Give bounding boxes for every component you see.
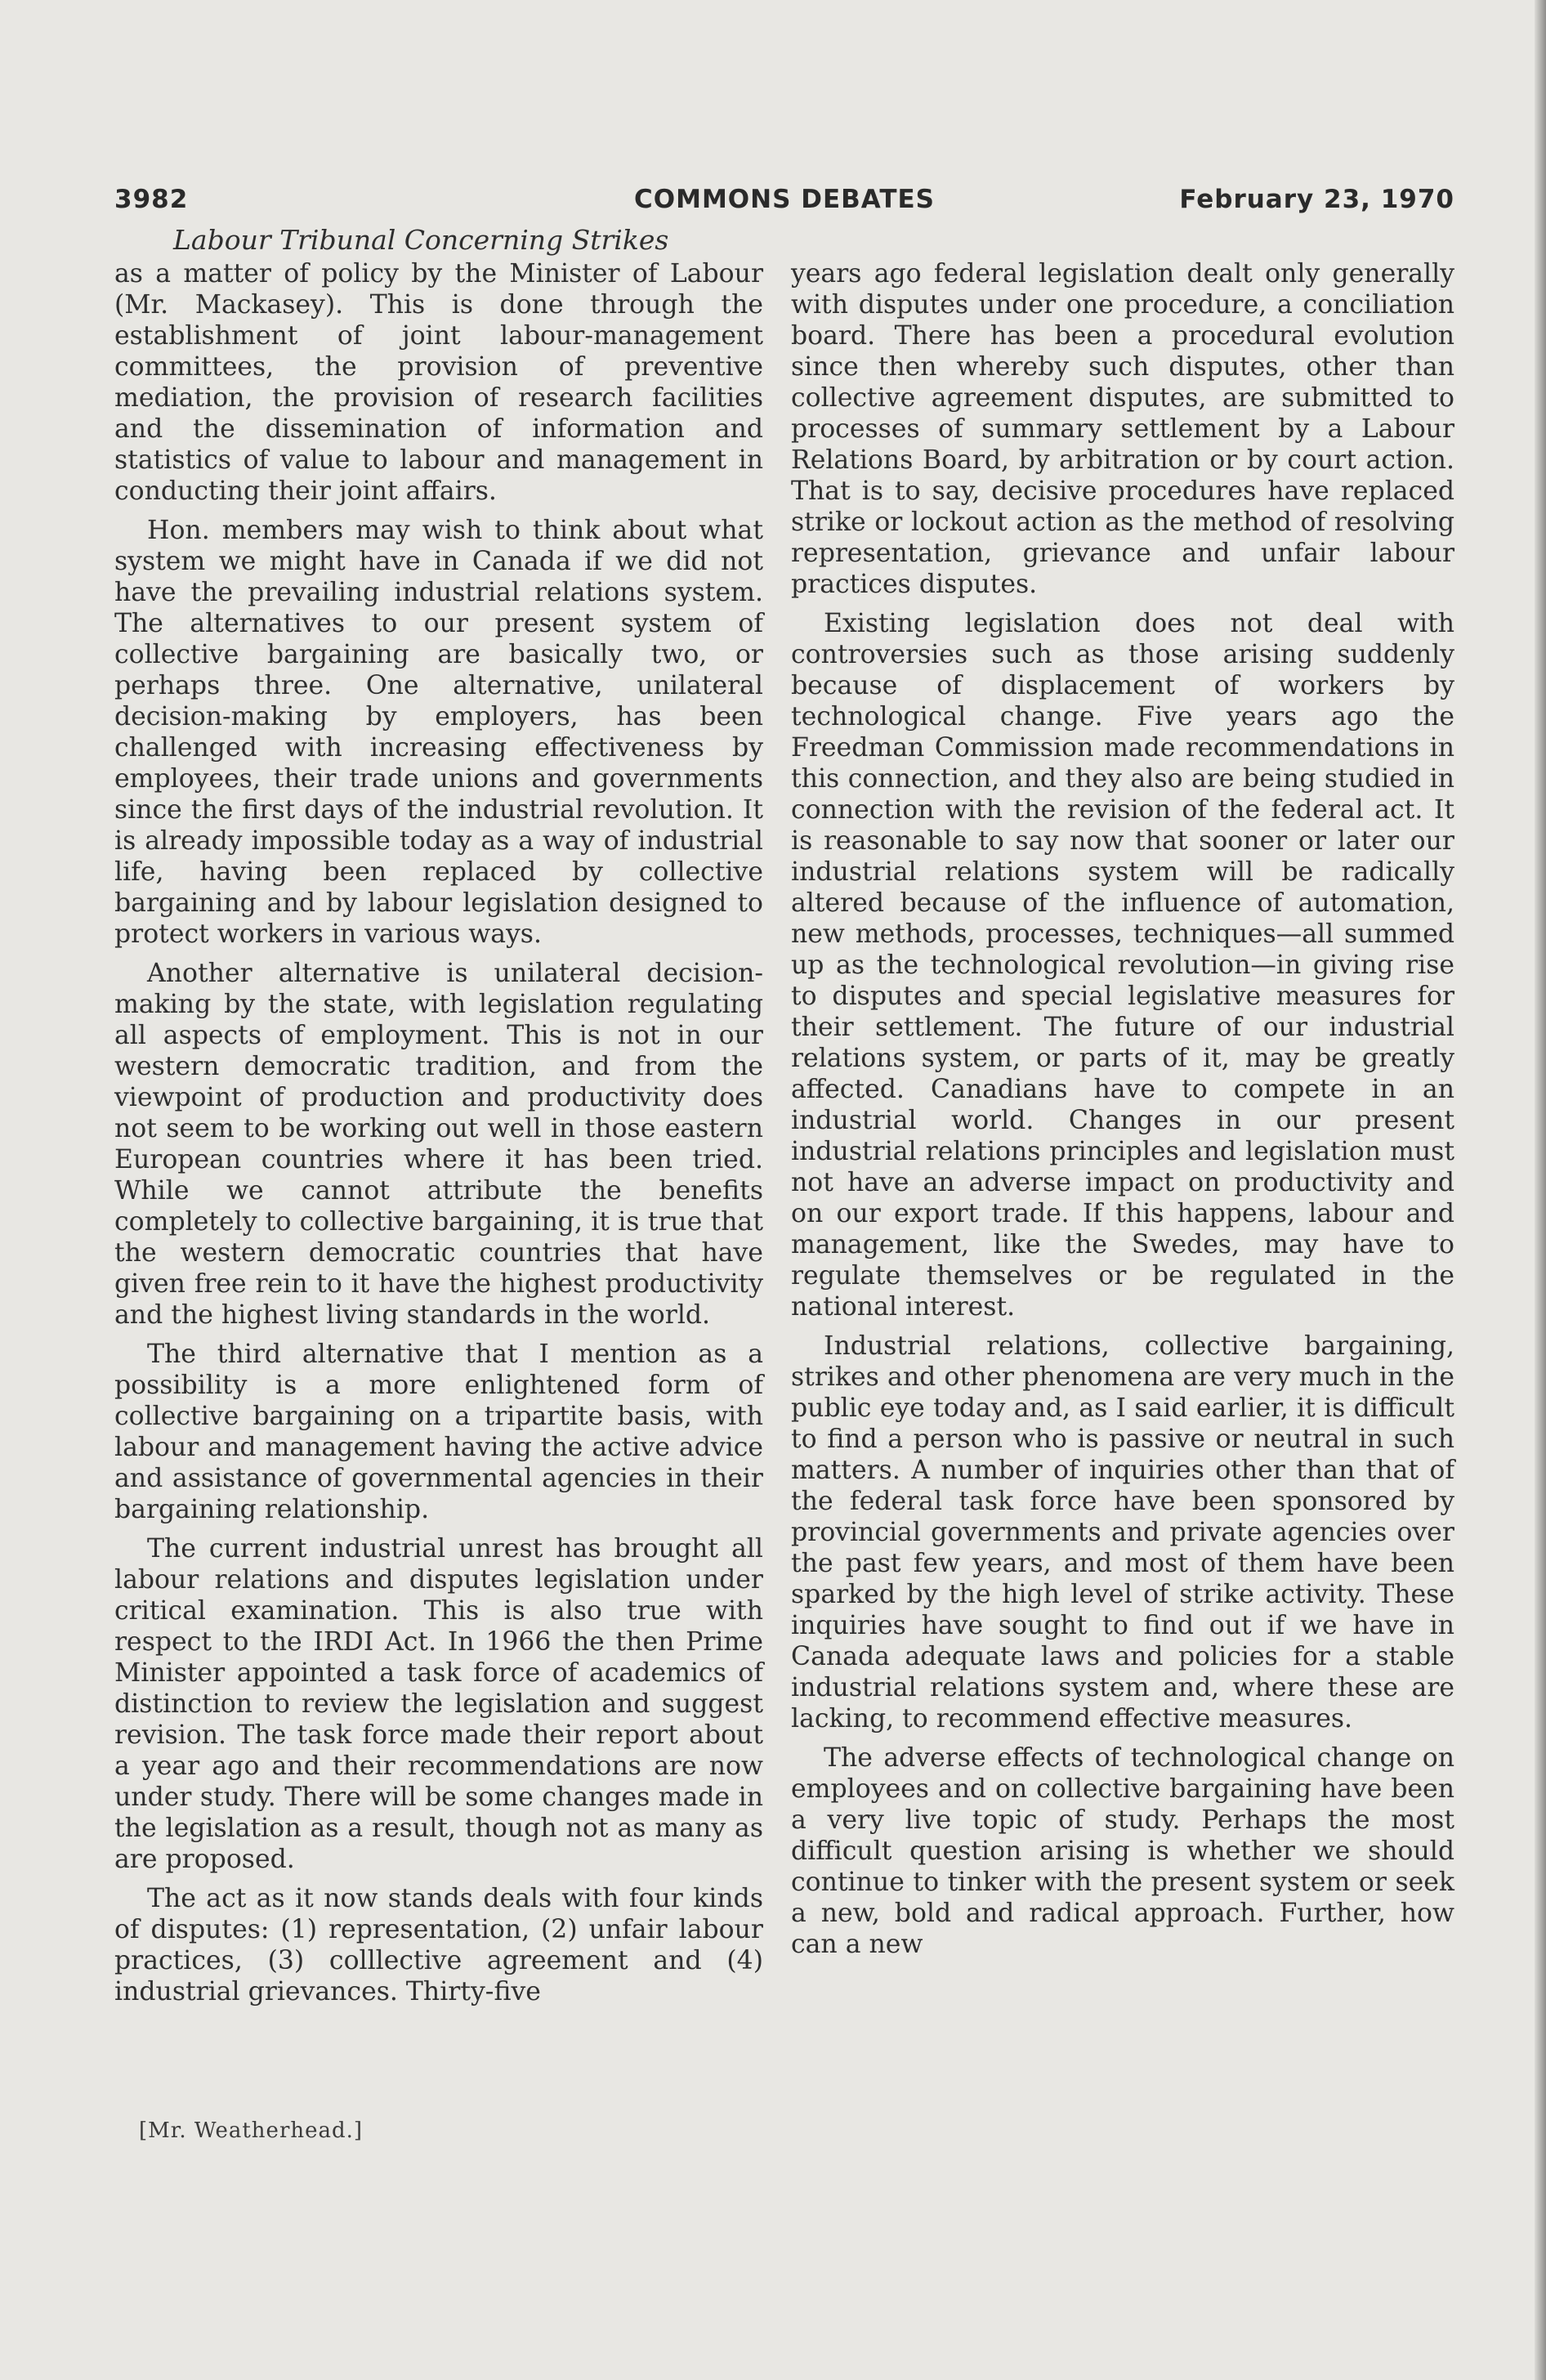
publication-title: COMMONS DEBATES	[634, 185, 935, 214]
speaker-note: [Mr. Weatherhead.]	[139, 2118, 364, 2143]
paragraph: The third alternative that I mention as a possibility is a more enlightened form of collective bargaining on a tripartite basis, with labour and management having the active advice and assistance of governmental agencies in their bargaining relationship.	[114, 1340, 763, 1524]
page-date: February 23, 1970	[1179, 185, 1454, 214]
page-number: 3982	[114, 185, 189, 214]
paragraph: The adverse effects of technological change on employees and on collective bargaining have been a very live topic of study. Perhaps the most difficult question arising is whether we should continue to tinker with the present system or seek a new, bold and radical approach. Further, how can a new	[791, 1743, 1454, 1959]
paragraph: Existing legislation does not deal with controversies such as those arising suddenly because of displacement of workers by technological change. Five years ago the Freedman Commission made recommendations in this connection, and they also are being studied in connection with the revision of the federal act. It is reasonable to say now that sooner or later our industrial relations system will be radically altered because of the influence of automation, new methods, processes, techniques—all summed up as the technological revolution—in giving rise to disputes and special legislative measures for their settlement. The future of our industrial relations system, or parts of it, may be greatly affected. Canadians have to compete in an industrial world. Changes in our present industrial relations principles and legislation must not have an adverse impact on productivity and on our export trade. If this happens, labour and management, like the Swedes, may have to regulate themselves or be regulated in the national interest.	[791, 609, 1454, 1322]
page-edge-shadow	[1535, 0, 1546, 2380]
left-column	[114, 258, 763, 2015]
paragraph: as a matter of policy by the Minister of Labour (Mr. Mackasey). This is done through the establishment of joint labour-management committees, the provision of preventive mediation, the provision of research facilities and the dissemination of information and statistics of value to labour and management in conducting their joint affairs.	[114, 259, 763, 506]
subject-heading: Labour Tribunal Concerning Strikes	[173, 224, 669, 256]
paragraph: years ago federal legislation dealt only generally with disputes under one procedure, a conciliation board. There has been a procedural evolution since then whereby such disputes, other than collective agreement disputes, are submitted to processes of summary settlement by a Labour Relations Board, by arbitration or by court action. That is to say, decisive procedures have replaced strike or lockout action as the method of resolving representation, grievance and unfair labour practices disputes.	[791, 259, 1454, 599]
paragraph: Another alternative is unilateral decision-making by the state, with legislation regulating all aspects of employment. This is not in our western democratic tradition, and from the viewpoint of production and productivity does not seem to be working out well in those eastern European countries where it has been tried. While we cannot attribute the benefits completely to collective bargaining, it is true that the western democratic countries that have given free rein to it have the highest productivity and the highest living standards in the world.	[114, 959, 763, 1330]
page-header	[114, 185, 1454, 222]
paragraph: The act as it now stands deals with four kinds of disputes: (1) representation, (2) unfair labour practices, (3) colllective agreement and (4) industrial grievances. Thirty-five	[114, 1884, 763, 2006]
paragraph: Industrial relations, collective bargaining, strikes and other phenomena are very much in the public eye today and, as I said earlier, it is difficult to find a person who is passive or neutral in such matters. A number of inquiries other than that of the federal task force have been sponsored by provincial governments and private agencies over the past few years, and most of them have been sparked by the high level of strike activity. These inquiries have sought to find out if we have in Canada adequate laws and policies for a stable industrial relations system and, where these are lacking, to recommend effective measures.	[791, 1331, 1454, 1734]
paragraph: Hon. members may wish to think about what system we might have in Canada if we did not have the prevailing industrial relations system. The alternatives to our present system of collective bargaining are basically two, or perhaps three. One alternative, unilateral decision-making by employers, has been challenged with increasing effectiveness by employees, their trade unions and governments since the first days of the industrial revolution. It is already impossible today as a way of industrial life, having been replaced by collective bargaining and by labour legislation designed to protect workers in various ways.	[114, 516, 763, 949]
paragraph: The current industrial unrest has brought all labour relations and disputes legislation under critical examination. This is also true with respect to the IRDI Act. In 1966 the then Prime Minister appointed a task force of academics of distinction to review the legislation and suggest revision. The task force made their report about a year ago and their recommendations are now under study. There will be some changes made in the legislation as a result, though not as many as are proposed.	[114, 1534, 763, 1874]
right-column	[791, 258, 1454, 1968]
